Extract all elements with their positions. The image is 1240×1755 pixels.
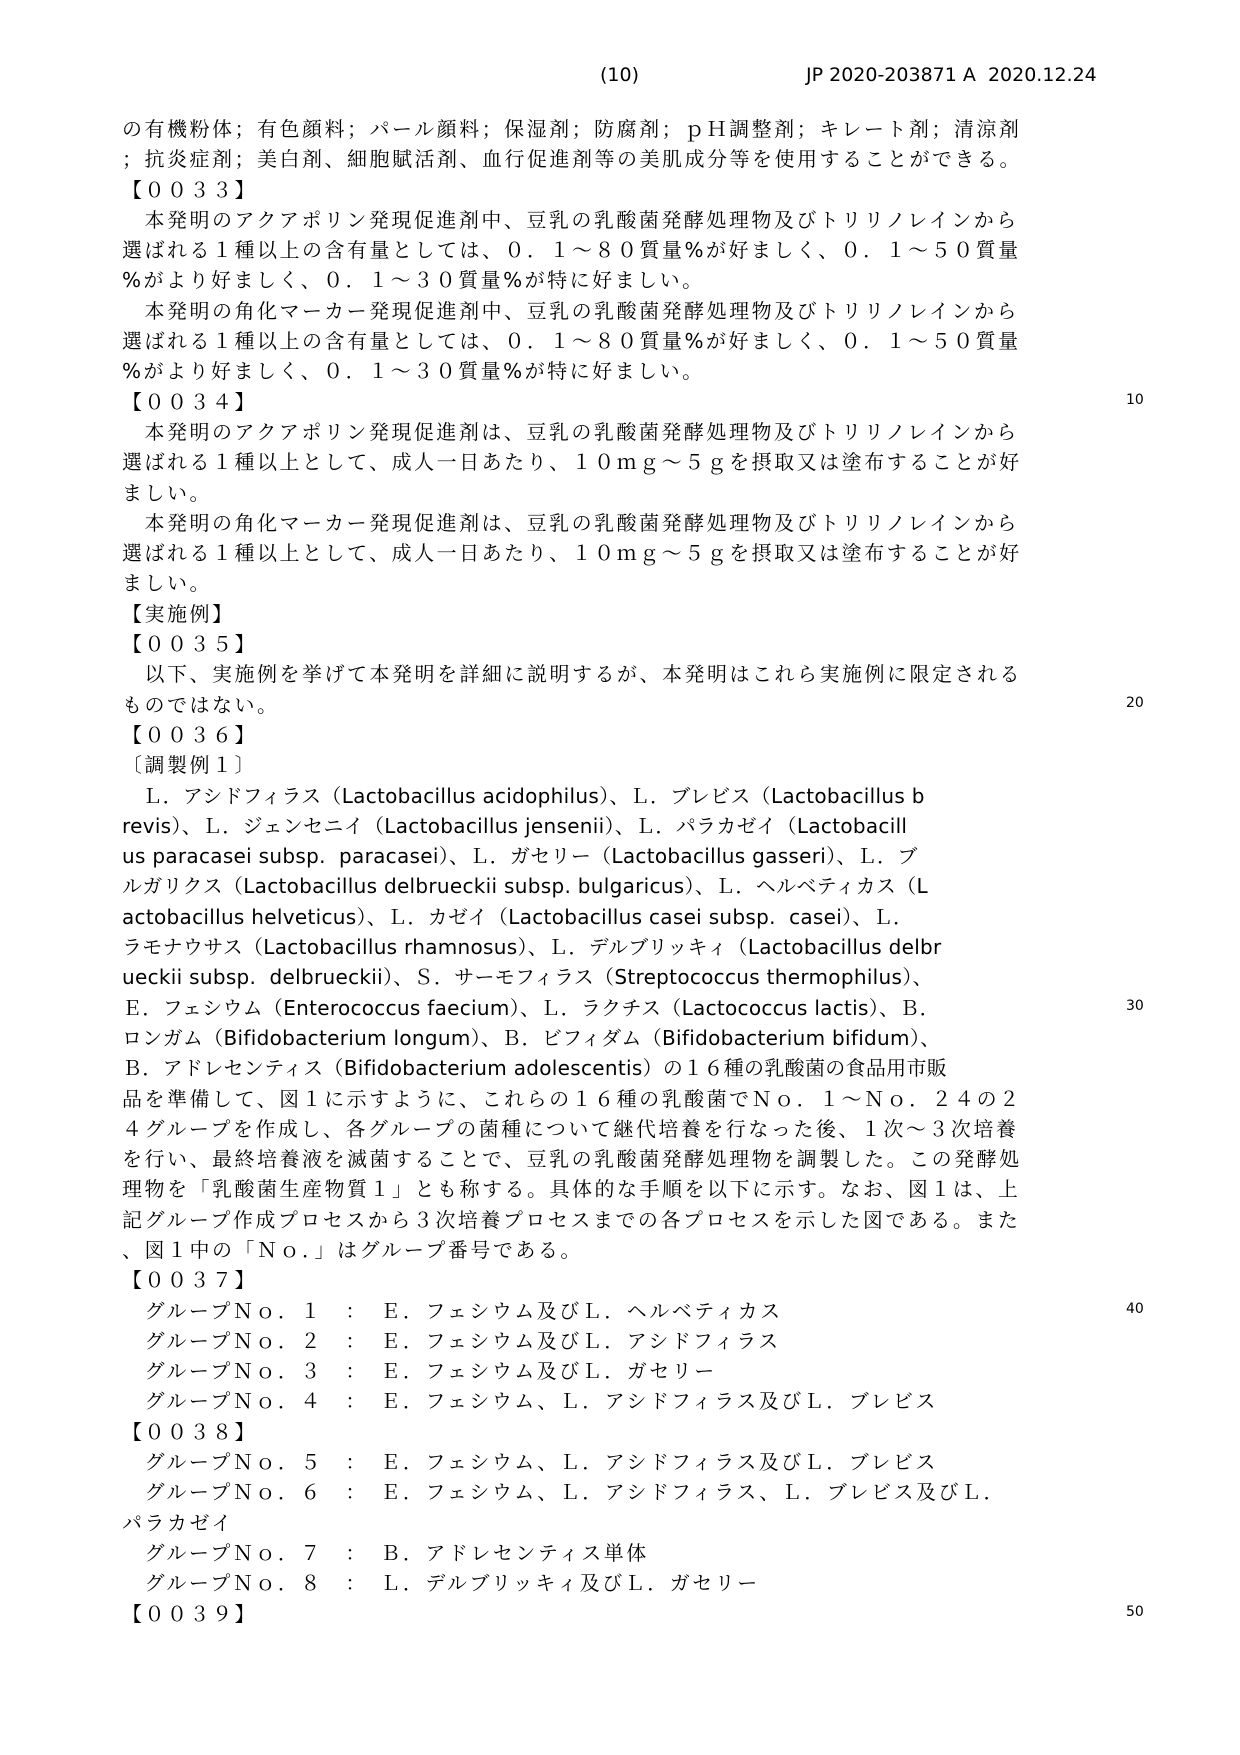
text-line: ましい。 <box>122 480 212 505</box>
text-line: 本発明の角化マーカー発現促進剤中、豆乳の乳酸菌発酵処理物及びトリリノレインから <box>122 298 1019 323</box>
text-line: ４グループを作成し、各グループの菌種について継代培養を行なった後、１次～３次培養 <box>122 1116 1019 1141</box>
text-line: actobacillus helveticus）、Ｌ．カゼイ（Lactobacillus casei subsp. casei）、Ｌ． <box>122 904 914 929</box>
group-line: グループＮｏ．３ ： Ｅ．フェシウム及びＬ．ガセリー <box>122 1359 717 1384</box>
text-line: 選ばれる１種以上として、成人一日あたり、１０ｍｇ～５ｇを摂取又は塗布することが好 <box>122 450 1022 475</box>
text-line: 理物を「乳酸菌生産物質１」とも称する。具体的な手順を以下に示す。なお、図１は、上 <box>122 1177 1021 1202</box>
text-line: ロンガム（Bifidobacterium longum）、Ｂ．ビフィダム（Bifidobacterium bifidum）、 <box>122 1025 941 1050</box>
text-line: パラカゼイ <box>122 1510 234 1535</box>
group-line: グループＮｏ．５ ： Ｅ．フェシウム、Ｌ．アシドフィラス及びＬ．ブレビス <box>122 1450 938 1475</box>
text-line: 選ばれる１種以上として、成人一日あたり、１０ｍｇ～５ｇを摂取又は塗布することが好 <box>122 541 1022 566</box>
text-line: 本発明のアクアポリン発現促進剤中、豆乳の乳酸菌発酵処理物及びトリリノレインから <box>122 207 1019 232</box>
text-line: Ｌ．アシドフィラス（Lactobacillus acidophilus）、Ｌ．ブレビス（Lactobacillus b <box>122 783 925 808</box>
paragraph-number: 【００３４】 <box>122 389 257 414</box>
text-line: 記グループ作成プロセスから３次培養プロセスまでの各プロセスを示した図である。また <box>122 1207 1021 1232</box>
paragraph-number: 【００３８】 <box>122 1419 257 1444</box>
text-line: 選ばれる１種以上の含有量としては、０．１～８０質量%が好ましく、０．１～５０質量 <box>122 238 1021 263</box>
group-line: グループＮｏ．２ ： Ｅ．フェシウム及びＬ．アシドフィラス <box>122 1328 781 1353</box>
subheading: 〔調製例１〕 <box>122 753 257 778</box>
text-line: 本発明の角化マーカー発現促進剤は、豆乳の乳酸菌発酵処理物及びトリリノレインから <box>122 510 1019 535</box>
text-line: の有機粉体；有色顔料；パール顔料；保湿剤；防腐剤；ｐＨ調整剤；キレート剤；清涼剤 <box>122 117 1022 141</box>
text-line: ルガリクス（Lactobacillus delbrueckii subsp. bulgaricus）、Ｌ．ヘルベティカス（L <box>122 874 928 899</box>
text-line: us paracasei subsp. paracasei）、Ｌ．ガセリー（Lactobacillus gasseri）、Ｌ．ブ <box>122 844 918 869</box>
text-line: ものではない。 <box>122 692 280 717</box>
paragraph-number: 【００３７】 <box>122 1268 257 1293</box>
line-marker: 40 <box>1126 1301 1144 1317</box>
document-body <box>122 114 1082 1629</box>
paragraph-number: 【００３６】 <box>122 722 257 747</box>
text-line: ueckii subsp. delbrueckii）、Ｓ．サーモフィラス（Streptococcus thermophilus）、 <box>122 965 933 990</box>
group-line: グループＮｏ．４ ： Ｅ．フェシウム、Ｌ．アシドフィラス及びＬ．ブレビス <box>122 1389 938 1414</box>
text-line: を行い、最終培養液を滅菌することで、豆乳の乳酸菌発酵処理物を調製した。この発酵処 <box>122 1147 1022 1172</box>
paragraph-number: 【００３５】 <box>122 632 257 657</box>
text-line: %がより好ましく、０．１～３０質量%が特に好ましい。 <box>122 268 705 293</box>
paragraph-number: 【００３９】 <box>122 1601 257 1626</box>
section-heading: 【実施例】 <box>122 601 235 626</box>
text-line: 選ばれる１種以上の含有量としては、０．１～８０質量%が好ましく、０．１～５０質量 <box>122 329 1021 354</box>
text-line: revis）、Ｌ．ジェンセニイ（Lactobacillus jensenii）、Ｌ．パラカゼイ（Lactobacill <box>122 813 908 838</box>
page-number: (10) <box>600 64 640 86</box>
paragraph-number: 【００３３】 <box>122 177 257 202</box>
line-marker: 20 <box>1126 695 1144 711</box>
text-line: 品を準備して、図１に示すように、これらの１６種の乳酸菌でＮｏ．１～Ｎｏ．２４の２ <box>122 1086 1022 1111</box>
text-line: %がより好ましく、０．１～３０質量%が特に好ましい。 <box>122 359 705 384</box>
text-line: 本発明のアクアポリン発現促進剤は、豆乳の乳酸菌発酵処理物及びトリリノレインから <box>122 419 1019 444</box>
group-line: グループＮｏ．６ ： Ｅ．フェシウム、Ｌ．アシドフィラス、Ｌ．ブレビス及びＬ． <box>122 1480 1006 1505</box>
group-line: グループＮｏ．７ ： Ｂ．アドレセンティス単体 <box>122 1540 649 1565</box>
text-line: ましい。 <box>122 571 212 596</box>
group-line: グループＮｏ．８ ： Ｌ．デルブリッキィ及びＬ．ガセリー <box>122 1571 760 1596</box>
group-line: グループＮｏ．１ ： Ｅ．フェシウム及びＬ．ヘルベティカス <box>122 1298 783 1323</box>
text-line: Ｂ．アドレセンティス（Bifidobacterium adolescentis）の１６種の乳酸菌の食品用市販 <box>122 1056 948 1081</box>
publication-number: JP 2020-203871 A 2020.12.24 <box>806 64 1097 86</box>
text-line: 以下、実施例を挙げて本発明を詳細に説明するが、本発明はこれら実施例に限定される <box>122 662 1022 687</box>
text-line: ；抗炎症剤；美白剤、細胞賦活剤、血行促進剤等の美肌成分等を使用することができる。 <box>122 147 1022 172</box>
text-line: ラモナウサス（Lactobacillus rhamnosus）、Ｌ．デルブリッキィ（Lactobacillus delbr <box>122 935 942 960</box>
text-line: Ｅ．フェシウム（Enterococcus faecium）、Ｌ．ラクチス（Lactococcus lactis）、Ｂ． <box>122 995 940 1020</box>
line-marker: 30 <box>1126 998 1144 1014</box>
text-line: 、図１中の「Ｎｏ．」はグループ番号である。 <box>122 1237 583 1262</box>
line-marker: 10 <box>1126 392 1144 408</box>
line-marker: 50 <box>1126 1604 1144 1620</box>
